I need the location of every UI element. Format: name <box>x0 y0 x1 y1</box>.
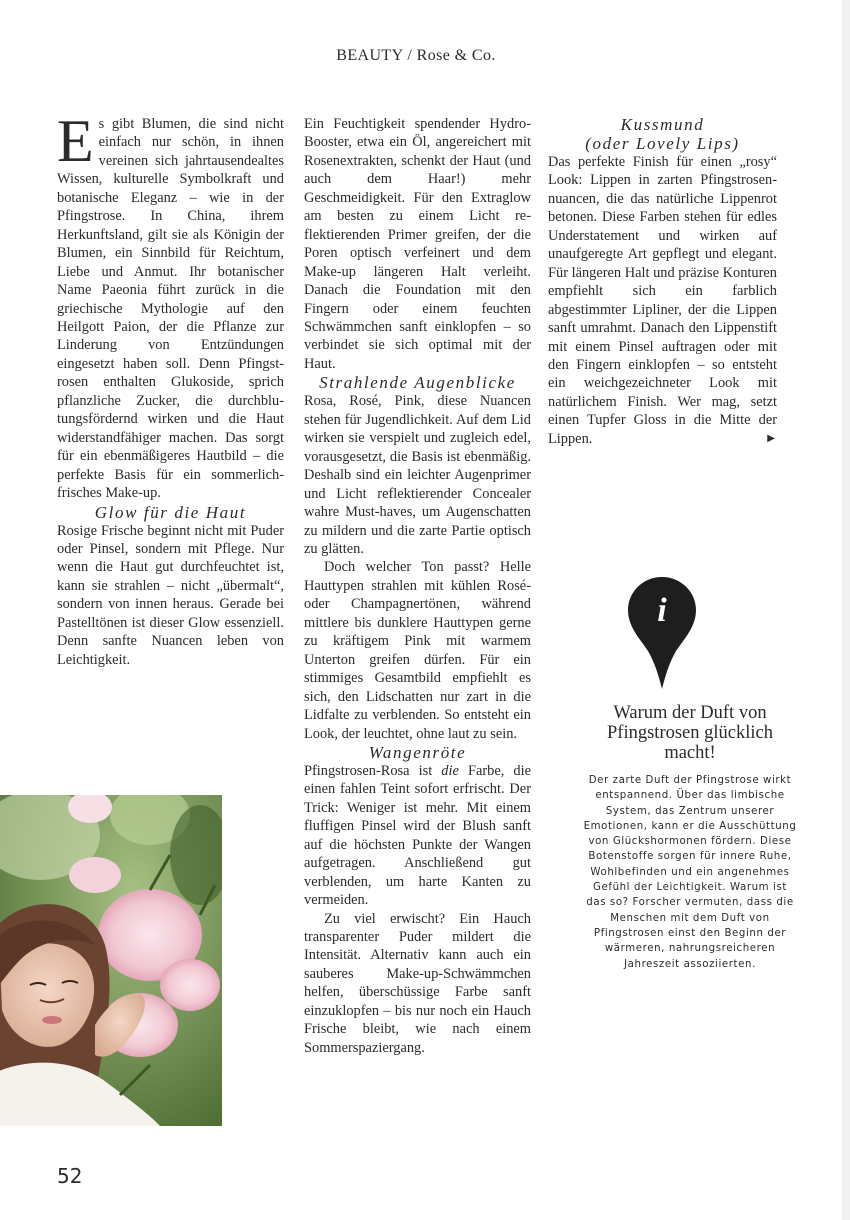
wangen-paragraph-2: Zu viel erwischt? Ein Hauch transparenter Puder mildert die Intensität. Alternativ kann auch ein sauberes Make-up-Schwämmchen helfen, überschüssige Farbe sanft einzuklopfen – bis nur noch ein Hauch Frische bleibt, wie nach einem Sommerspaziergang. <box>304 910 531 1056</box>
page-edge <box>842 0 850 1220</box>
augen-paragraph-2: Doch welcher Ton passt? Helle Hauttypen strahlen mit kühlen Rosé- oder Champagnertönen, während mittlere bis dunklere Hauttypen gerne zu kräftigem Pink mit warmem Unterton greifen dürfen. Für ein stimmiges Gesamtbild empfiehlt es sich, den Lidschatten nur zart in die Lidfalte zu verblenden. So entsteht ein Look, der leuchtet, ohne laut zu sein. <box>304 559 531 742</box>
wangen-text-a: Pfingstrosen-Rosa ist <box>304 762 442 779</box>
info-pin-icon <box>628 577 696 689</box>
heading-kussmund-line2: (oder Lovely Lips) <box>585 134 740 153</box>
woman-peony-photo <box>0 795 222 1126</box>
glow-paragraph-2: Ein Feuchtigkeit spendender Hydro-Booster, etwa ein Öl, angereichert mit Rosenextrakten, schenkt der Haut (und auch dem Haar!) mehr Geschmeidigkeit. Für den Extraglow am besten zu einem Licht reflektierenden Primer greifen, der die Poren optisch verfeinert und dem Make-up längeren Halt verleiht. Danach die Foundation mit den Fingern oder einem feuchten Schwämmchen sanft einklopfen – so verbindet sie sich optimal mit der Haut. <box>304 116 531 372</box>
header-section: BEAUTY <box>336 47 403 64</box>
running-header <box>0 47 832 65</box>
intro-paragraph <box>57 108 284 503</box>
heading-kussmund <box>548 115 777 153</box>
intro-text: s gibt Blumen, die sind nicht einfach nur schön, in ihnen vereinen sich jahrtausendealtes Wissen, kulturelle Symbolkraft und botanische Eleganz – wie in der Pfingstrose. In China, ihrem Herkunftsland, gilt sie als Königin der Blumen, ein Sinnbild für Reichtum, Liebe und Anmut. Ihr botanischer Name Paeonia führt zurück in die griechische Mythologie auf den Heilgott Paion, der die Pflanze zur Linderung von Entzündungen eingesetzt haben soll. Denn Pfingstrosen enthalten Glukoside, sprich pflanzliche Zucker, die durchblutungsfördernd wirken und die Haut widerstandfähiger machen. Das sorgt für ein ebenmäßigeres Hautbild – die perfekte Basis für ein sommerlich-frisches Make-up. <box>57 116 284 502</box>
info-box <box>583 703 797 972</box>
column-3 <box>548 115 777 448</box>
wangen-text-b: Farbe, die einen fahlen Teint sofort erfrischt. Der Trick: Weniger ist mehr. Mit einem fluffigen Pinsel wird der Blush sanft auf die höchsten Punkte der Wangen aufgetragen. Anschließend gut verblenden, um harte Kanten zu vermeiden. <box>304 762 531 909</box>
info-letter: i <box>657 592 667 629</box>
column-1 <box>57 108 284 669</box>
header-separator: / <box>407 47 413 64</box>
column-2 <box>304 115 531 1057</box>
augen-paragraph-1: Rosa, Rosé, Pink, diese Nuancen stehen für Jugendlichkeit. Auf dem Lid wirken sie verspielt und zugleich edel, vorausgesetzt, die Basis ist ebenmäßig. Deshalb sind ein leichter Augenprimer und Licht reflektierender Concealer wahre Must-haves, um Augenschatten zu mildern und die zarte Partie optisch zu glätten. <box>304 393 531 557</box>
heading-wangen: Wangenröte <box>368 742 467 762</box>
kussmund-text: Das perfekte Finish für einen „rosy“ Look: Lippen in zarten Pfingstrosennuancen, die das natürliche Lippenrot betonen. Diese Farben stehen für edles Understatement und wirken auf unaufgeregte Art gepflegt und elegant. Für längeren Halt und präzise Konturen empfiehlt sich ein farblich abgestimmter Lipliner, der die Lippen sanft umrahmt. Danach den Lippenstift mit einem Pinsel auftragen oder mit den Fingern einklopfen – so entsteht ein weichgezeichneter Look mit natürlichem Finish. Wer mag, setzt einen Tupfer Gloss in die Mitte der Lippen. <box>548 154 777 447</box>
glow-paragraph-1: Rosige Frische beginnt nicht mit Puder oder Pinsel, sondern mit Pflege. Nur wenn die Haut gut durchfeuchtet ist, kann sie strahlen – nicht „übermalt“, sondern von innen heraus. Gerade bei Pastelltönen ist dieser Glow essenziell. Denn sanfte Nuancen leben von Leichtigkeit. <box>57 522 284 668</box>
heading-augen: Strahlende Augenblicke <box>319 373 516 393</box>
wangen-emphasis: die <box>441 762 459 779</box>
header-title: Rose & Co. <box>416 47 496 64</box>
info-text: Der zarte Duft der Pfingstrose wirkt entspannend. Über das limbische System, das Zentrum unserer Emotionen, kann er die Ausschüttung von Glückshormonen fördern. Diese Botenstoffe sorgen für innere Ruhe, Wohlbefinden und ein angenehmes Gefühl der Leichtigkeit. Warum ist das so? Forscher vermuten, dass die Menschen mit dem Duft von Pfingstrosen einst den Beginn der wärmeren, nahrungsreicheren Jahreszeit assoziierten. <box>583 775 797 970</box>
heading-glow: Glow für die Haut <box>94 502 247 522</box>
drop-cap: E <box>57 108 94 174</box>
kussmund-paragraph <box>548 153 777 448</box>
photo-illustration <box>0 795 222 1126</box>
info-title: Warum der Duft von Pfingstrosen glücklich macht! <box>607 703 773 763</box>
continue-arrow-icon[interactable]: ▶ <box>767 432 775 444</box>
wangen-paragraph-1 <box>304 762 531 910</box>
heading-kussmund-line1: Kussmund <box>620 115 705 134</box>
page-number: 52 <box>57 1164 83 1188</box>
